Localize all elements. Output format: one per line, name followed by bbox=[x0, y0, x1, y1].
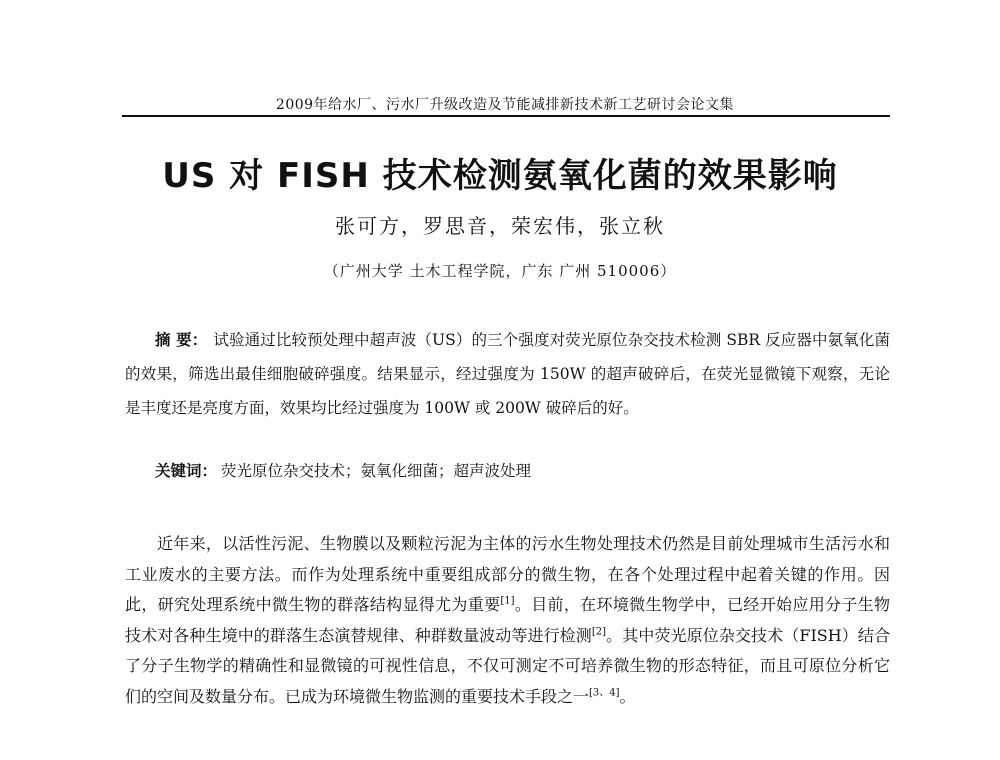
abstract-text: 试验通过比较预处理中超声波（US）的三个强度对荧光原位杂交技术检测 SBR 反应器中氨氧化菌的效果，筛选出最佳细胞破碎强度。结果显示，经过强度为 150W 的超声破碎后，在荧光显微镜下观察，无论是丰度还是亮度方面，效果均比经过强度为 100W 或 200W 破碎后的好。 bbox=[125, 331, 890, 417]
citation-1: [1] bbox=[500, 595, 515, 607]
author-list: 张可方，罗思音，荣宏伟，张立秋 bbox=[335, 214, 665, 238]
intro-paragraph bbox=[125, 529, 890, 712]
abstract-label: 摘 要： bbox=[155, 330, 208, 349]
keywords-label: 关键词： bbox=[155, 461, 218, 480]
paper-title: US 对 FISH 技术检测氨氧化菌的效果影响 bbox=[162, 156, 838, 196]
citation-2: [2] bbox=[591, 626, 607, 638]
running-header: 2009年给水厂、污水厂升级改造及节能减排新技术新工艺研讨会论文集 bbox=[275, 97, 735, 113]
body-paragraph bbox=[125, 529, 890, 712]
body-text-segment: 。目前，在环境微生物学中，已经开始应用分子生物技术对各种生境中的群落生态演替规律、种群数量波动等进行检测 bbox=[125, 595, 890, 645]
keywords bbox=[125, 459, 890, 483]
abstract bbox=[125, 323, 890, 425]
affiliation: （广州大学 土木工程学院，广东 广州 510006） bbox=[323, 262, 677, 280]
body-text-segment: 。其中荧光原位杂交技术（FISH）结合了分子生物学的精确性和显微镜的可视性信息，不仅可测定不可培养微生物的形态特征，而且可原位分析它们的空间及数量分布。已成为环境微生物监测的重要技术手段之一 bbox=[125, 625, 890, 706]
body-text-segment: 近年来，以活性污泥、生物膜以及颗粒污泥为主体的污水生物处理技术仍然是目前处理城市生活污水和工业废水的主要方法。而作为处理系统中重要组成部分的微生物，在各个处理过程中起着关键的作用。因此，研究处理系统中微生物的群落结构显得尤为重要 bbox=[125, 534, 890, 614]
citation-3-4: [3、4] bbox=[589, 687, 620, 699]
keywords-text: 荧光原位杂交技术；氨氧化细菌；超声波处理 bbox=[221, 462, 532, 480]
header-rule bbox=[122, 115, 890, 117]
body-text-segment: 。 bbox=[619, 686, 636, 706]
